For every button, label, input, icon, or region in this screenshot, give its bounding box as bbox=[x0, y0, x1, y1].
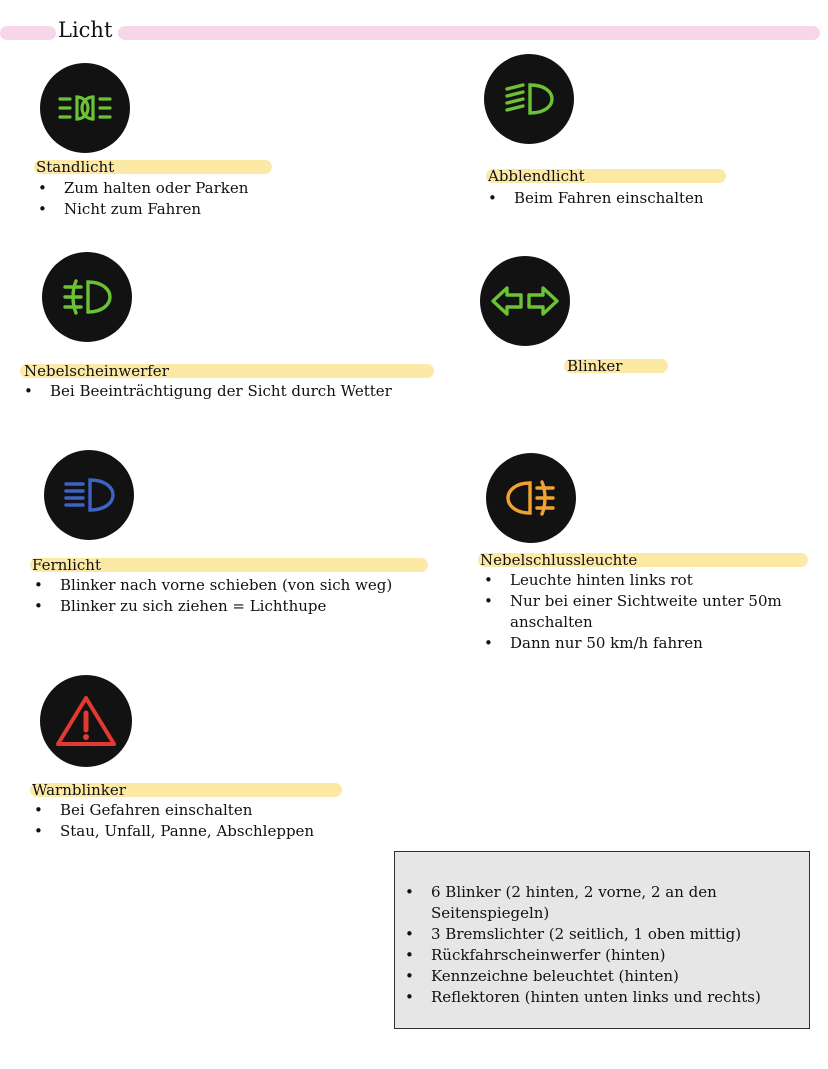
info-box bbox=[394, 851, 810, 1029]
heading-blinker: Blinker bbox=[567, 357, 623, 375]
low-beam-icon bbox=[484, 54, 574, 144]
title-highlight-left bbox=[0, 26, 56, 40]
list-item: • Nur bei einer Sichtweite unter 50m anschalten bbox=[480, 591, 820, 633]
list-item: • Stau, Unfall, Panne, Abschleppen bbox=[30, 821, 410, 842]
list-item: • Blinker zu sich ziehen = Lichthupe bbox=[30, 596, 450, 617]
list-item: • Leuchte hinten links rot bbox=[480, 570, 820, 591]
title-highlight-right bbox=[118, 26, 820, 40]
list-item: • Kennzeichne beleuchtet (hinten) bbox=[401, 966, 811, 987]
list-item: • Rückfahrscheinwerfer (hinten) bbox=[401, 945, 811, 966]
info-box-list bbox=[401, 882, 811, 1008]
list-item: • Bei Gefahren einschalten bbox=[30, 800, 410, 821]
list-abblendlicht bbox=[484, 188, 814, 209]
list-item: • Blinker nach vorne schieben (von sich weg) bbox=[30, 575, 450, 596]
fog-light-icon bbox=[42, 252, 132, 342]
heading-standlicht: Standlicht bbox=[36, 158, 115, 176]
list-item: • Dann nur 50 km/h fahren bbox=[480, 633, 820, 654]
list-fernlicht bbox=[30, 575, 450, 617]
list-nebelschlussleuchte bbox=[480, 570, 820, 654]
turn-signal-icon bbox=[480, 256, 570, 346]
list-warnblinker bbox=[30, 800, 410, 842]
list-item: • 6 Blinker (2 hinten, 2 vorne, 2 an den Seitenspiegeln) bbox=[401, 882, 811, 924]
high-beam-icon bbox=[44, 450, 134, 540]
parking-light-icon bbox=[40, 63, 130, 153]
hazard-warning-icon bbox=[40, 675, 132, 767]
heading-abblendlicht: Abblendlicht bbox=[488, 167, 585, 185]
heading-nebelscheinwerfer: Nebelscheinwerfer bbox=[24, 362, 169, 380]
list-nebelscheinwerfer bbox=[20, 381, 460, 402]
rear-fog-light-icon bbox=[486, 453, 576, 543]
list-standlicht bbox=[34, 178, 414, 220]
heading-fernlicht: Fernlicht bbox=[32, 556, 101, 574]
list-item: • 3 Bremslichter (2 seitlich, 1 oben mittig) bbox=[401, 924, 811, 945]
heading-warnblinker: Warnblinker bbox=[32, 781, 126, 799]
page-title: Licht bbox=[58, 18, 113, 42]
list-item: • Nicht zum Fahren bbox=[34, 199, 414, 220]
list-item: • Bei Beeinträchtigung der Sicht durch Wetter bbox=[20, 381, 460, 402]
list-item: • Zum halten oder Parken bbox=[34, 178, 414, 199]
list-item: • Beim Fahren einschalten bbox=[484, 188, 814, 209]
heading-nebelschlussleuchte: Nebelschlussleuchte bbox=[480, 551, 638, 569]
list-item: • Reflektoren (hinten unten links und rechts) bbox=[401, 987, 811, 1008]
